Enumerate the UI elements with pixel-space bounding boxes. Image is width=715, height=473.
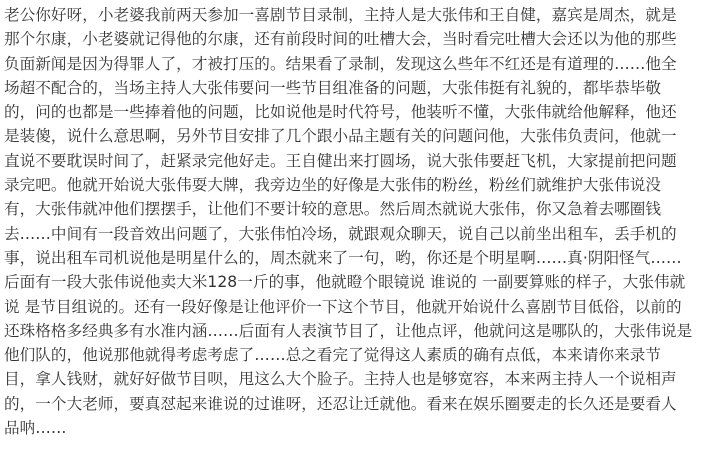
article-line-1: 老公你好呀，小老婆我前两天参加一喜剧节目录制，主持人是大张伟和王自健，嘉宾是周杰，就是: [4, 6, 677, 24]
article-line-15: 他们队的，他说那他就得考虑考虑了……总之看完了觉得这人素质的确有点低，本来请你来录节: [4, 346, 662, 365]
article-line-5: 的，问的也都是一些捧着他的问题，比如说他是时代符号，他装听不懂，大张伟就给他解释，他还: [4, 103, 677, 122]
article-line-11: 事，说出租车司机说他是明星什么的，周杰就来了一句，哟，你还是个明星啊……真·阴阳怪气……: [4, 248, 682, 267]
article-line-9: 有，大张伟就冲他们摆摆手，让他们不要计较的意思。然后周杰就说大张伟，你又急着去哪圈钱: [4, 200, 662, 219]
article-line-17: 的，一个大老师，要真怼起来谁说的过谁呀，还忍让迁就他。看来在娱乐圈要走的长久还是要看人: [4, 394, 677, 413]
article-body: [4, 3, 709, 440]
article-line-13: 说 是节目组说的。还有一段好像是让他评价一下这个节目，他就开始说什么喜剧节目低俗，以前的: [4, 297, 682, 316]
article-line-8: 录完吧。他就开始说大张伟耍大牌，我旁边坐的好像是大张伟的粉丝，粉丝们就维护大张伟说没: [4, 176, 662, 195]
article-line-4: 场超不配合的，当场主持人大张伟要问一些节目组准备的问题，大张伟挺有礼貌的，都毕恭毕敬: [4, 78, 662, 97]
article-line-6: 是装傻，说什么意思啊，另外节目安排了几个跟小品主题有关的问题问他，大张伟负责问，他就一: [4, 127, 677, 146]
article-line-10: 去……中间有一段音效出问题了，大张伟怕冷场，就跟观众聊天，说自己以前坐出租车，丢手机的: [4, 224, 677, 243]
article-line-7: 直说不要耽误时间了，赶紧录完他好走。王自健出来打圆场，说大张伟要赶飞机，大家提前把问题: [4, 151, 677, 170]
article-line-14: 还珠格格多经典多有水准内涵……后面有人表演节目了，让他点评，他就问这是哪队的，大张伟说是: [4, 321, 693, 340]
article-line-2: 那个尔康，小老婆就记得他的尔康，还有前段时间的吐槽大会，当时看完吐槽大会还以为他的那些: [4, 30, 677, 49]
article-line-18: 品呐……: [4, 419, 67, 438]
article-line-3: 负面新闻是因为得罪人了，才被打压的。结果看了录制，发现这么些年不红还是有道理的……他全: [4, 54, 677, 73]
article-line-16: 目，拿人钱财，就好好做节目呗，甩这么大个脸子。主持人也是够宽容，本来两主持人一个说相声: [4, 370, 677, 389]
article-line-12: 后面有一段大张伟说他卖大米128一斤的事，他就瞪个眼镜说 谁说的 一副要算账的样子，大张伟就: [4, 273, 686, 292]
